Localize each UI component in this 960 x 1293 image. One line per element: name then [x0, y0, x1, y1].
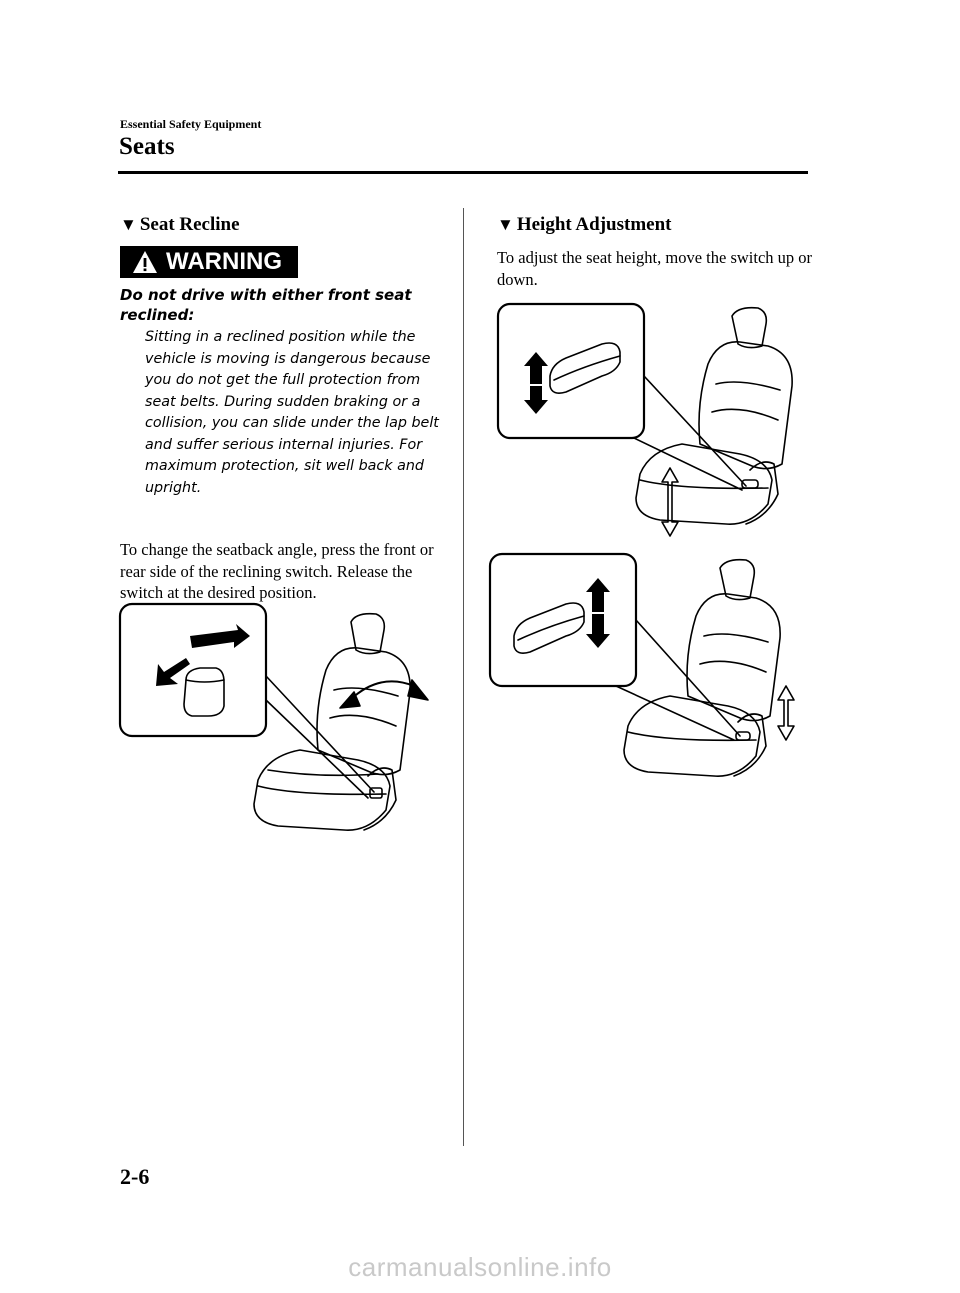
title-rule	[118, 171, 808, 174]
vertical-arrow-outline	[662, 468, 678, 536]
side-panel	[364, 768, 396, 830]
warning-title: Do not drive with either front seat reclined:	[120, 286, 412, 324]
switch-inset-panel	[490, 554, 636, 686]
height-instructions: To adjust the seat height, move the switch up or down.	[497, 248, 813, 289]
vertical-arrow-outline	[778, 686, 794, 740]
warning-badge	[120, 246, 298, 278]
side-panel	[746, 462, 778, 524]
seat-recline-illustration	[118, 600, 448, 840]
height-adjustment-heading: ▼ Height Adjustment	[497, 214, 672, 235]
section-label: Essential Safety Equipment	[120, 117, 262, 131]
height-adjust-illustration-2	[488, 550, 818, 790]
warning-body: Sitting in a reclined position while the vehicle is moving is dangerous because you do not get the full protection from seat belts. During sudden braking or a collision, you can slide under the lap belt and suffer serious internal injuries. For maximum protection, sit well back and upright.	[145, 329, 439, 496]
warning-label: WARNING	[166, 248, 282, 275]
switch-inset-panel	[498, 304, 644, 438]
column-divider	[463, 208, 464, 1146]
page-title: Seats	[119, 133, 175, 160]
seat-recline-heading: ▼ Seat Recline	[120, 214, 240, 235]
warning-triangle-icon	[132, 250, 158, 274]
page-number: 2-6	[120, 1164, 150, 1189]
recline-instructions: To change the seatback angle, press the front or rear side of the reclining switch. Release the switch at the desired position.	[120, 540, 434, 602]
triangle-marker-icon: ▼	[120, 215, 137, 234]
recline-arc-arrow	[350, 681, 414, 700]
side-panel	[734, 714, 766, 776]
triangle-marker-icon: ▼	[497, 215, 514, 234]
height-adjust-illustration-1	[494, 300, 814, 540]
watermark-text: carmanualsonline.info	[348, 1252, 612, 1282]
